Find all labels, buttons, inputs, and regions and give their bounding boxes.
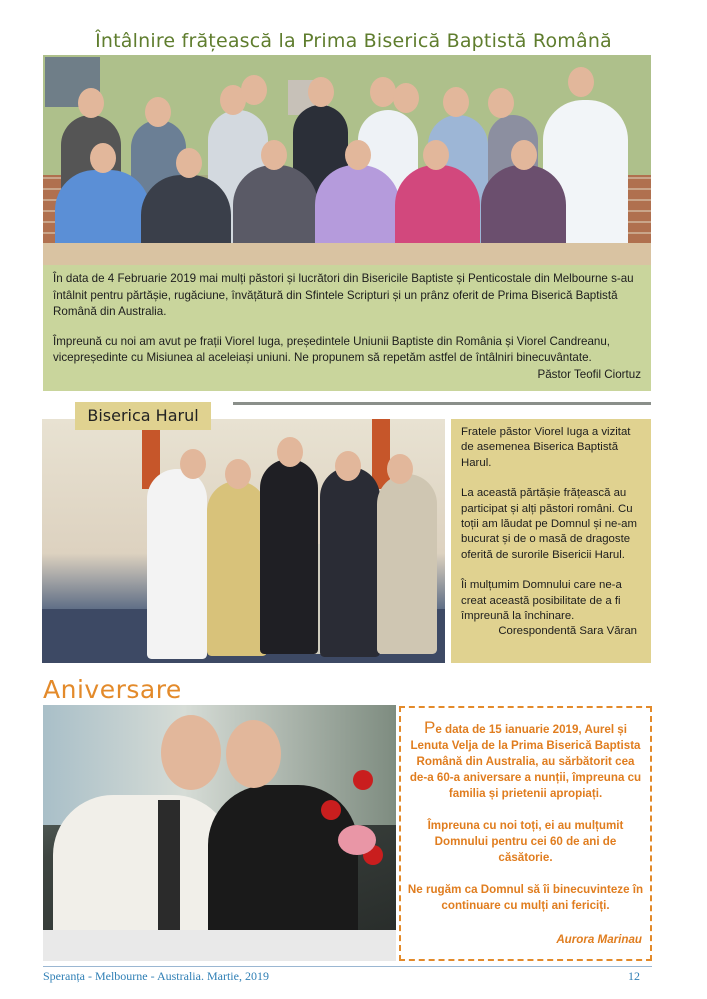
- section-2-paragraph-1: Fratele păstor Viorel Iuga a vizitat de asemenea Biserica Baptistă Harul.: [461, 426, 631, 469]
- person-figure: [377, 474, 437, 654]
- person-figure: [55, 170, 150, 250]
- rose-flower: [321, 800, 341, 820]
- section-3-paragraph-1-text: e data de 15 ianuarie 2019, Aurel și Lenuta Velja de la Prima Biserică Baptista Română din Australia, au sărbătorit cea de-a 60-a aniversare a nunții, împreuna cu familia și prietenii apropiați.: [409, 723, 642, 800]
- person-head: [161, 715, 221, 790]
- person-figure: [481, 165, 566, 250]
- person-head: [568, 67, 594, 97]
- person-figure: [260, 459, 318, 654]
- person-head: [393, 83, 419, 113]
- person-head: [78, 88, 104, 118]
- group-photo-pastors: [43, 55, 651, 268]
- section-3-dropcap: P: [424, 718, 436, 737]
- section-2-paragraph-2: La această părtășie frățească au participat și alți păstori români. Cu toții am lăudat pe Domnul și ne-am bucurat și de o masă de dragoste oferită de surorile Bisericii Harul.: [461, 487, 638, 561]
- person-head: [443, 87, 469, 117]
- section-1-paragraph-1: În data de 4 Februarie 2019 mai mulți păstori și lucrători din Bisericile Baptiste și Penticostale din Melbourne s-au întâlnit pentru părtășie, rugăciune, învățătură din Sfintele Scripturi și un prânz oferit de Prima Biserică Baptistă Română din Australia.: [53, 272, 634, 318]
- person-figure: [315, 165, 400, 250]
- person-head: [180, 449, 206, 479]
- man-tie: [158, 800, 180, 950]
- person-head: [261, 140, 287, 170]
- person-head: [176, 148, 202, 178]
- lily-flower: [338, 825, 376, 855]
- section-1-paragraph-2: Împreună cu noi am avut pe frații Viorel Iuga, președintele Uniunii Baptiste din România și Viorel Candreanu, vicepreședinte cu Misiunea al aceleiași uniuni. Ne propunem să repetăm astfel de întâlniri binecuvântate.: [53, 334, 611, 364]
- person-head: [387, 454, 413, 484]
- person-head: [335, 451, 361, 481]
- anniversary-couple-photo: [43, 705, 396, 961]
- section-1-textbox: [43, 265, 651, 391]
- person-head: [370, 77, 396, 107]
- photo-table: [43, 930, 396, 961]
- person-figure: [395, 165, 480, 250]
- person-figure: [233, 165, 318, 250]
- section-3-paragraph-2: Împreuna cu noi toți, ei au mulțumit Domnului pentru cei 60 de ani de căsătorie.: [427, 819, 624, 864]
- rose-flower: [353, 770, 373, 790]
- section-3-title: Aniversare: [43, 675, 182, 704]
- person-head: [511, 140, 537, 170]
- section-3-signature: Aurora Marinau: [556, 933, 642, 946]
- person-figure: [320, 467, 380, 657]
- person-figure: [147, 469, 207, 659]
- footer-divider: [43, 966, 652, 967]
- section-2-signature: Corespondentă Sara Văran: [498, 625, 637, 638]
- section-2-textbox: [451, 419, 651, 663]
- person-figure: [141, 175, 231, 250]
- person-head: [145, 97, 171, 127]
- person-head: [308, 77, 334, 107]
- page-number: 12: [628, 969, 640, 983]
- section-2-paragraph-3: Îi mulțumim Domnului care ne-a creat această posibilitate de a fi împreună la închinare.: [461, 579, 622, 623]
- church-harul-photo: [42, 419, 445, 663]
- person-head: [241, 75, 267, 105]
- person-head: [488, 88, 514, 118]
- section-2-divider: [233, 402, 651, 405]
- section-2-label: Biserica Harul: [75, 402, 211, 430]
- person-head: [226, 720, 281, 788]
- section-3-textbox: [399, 706, 652, 961]
- person-head: [90, 143, 116, 173]
- person-head: [345, 140, 371, 170]
- section-1-signature: Păstor Teofil Ciortuz: [537, 367, 641, 381]
- person-figure: [207, 481, 267, 656]
- section-3-paragraph-3: Ne rugăm ca Domnul să îi binecuvinteze în continuare cu mulți ani fericiți.: [407, 883, 644, 912]
- person-head: [277, 437, 303, 467]
- person-head: [423, 140, 449, 170]
- photo-curtain: [372, 419, 390, 489]
- footer-text: Speranța - Melbourne - Australia. Martie, 2019: [43, 969, 269, 983]
- section-1-title: Întâlnire frățească la Prima Biserică Baptistă Română: [95, 30, 612, 52]
- section-3-paragraph-1: [407, 720, 644, 802]
- person-head: [225, 459, 251, 489]
